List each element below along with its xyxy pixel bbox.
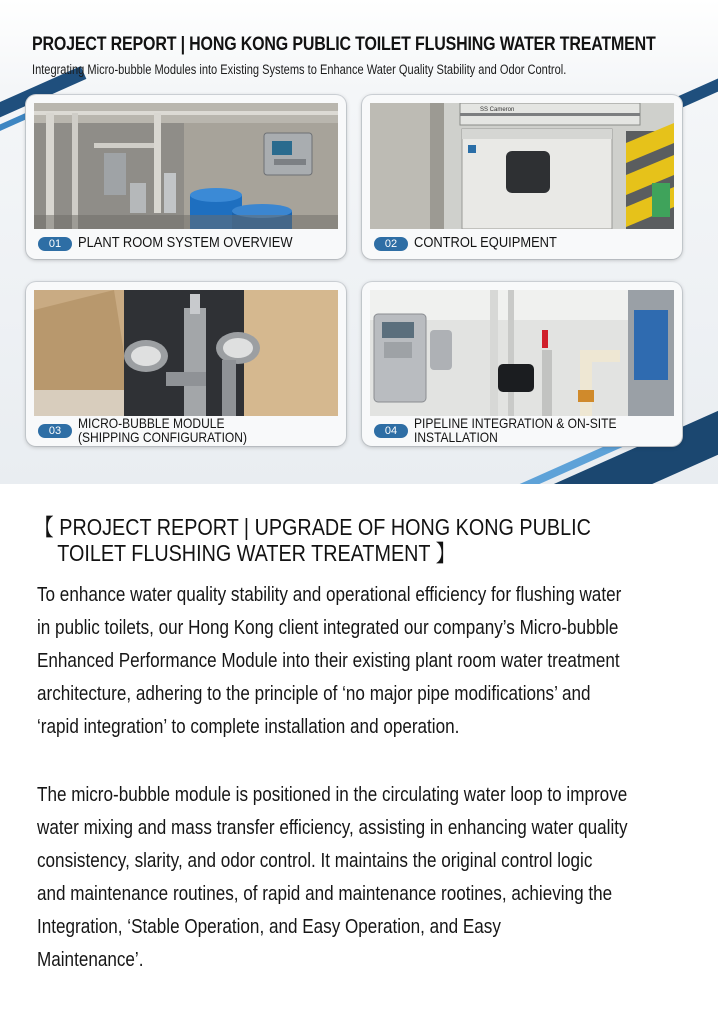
photo-card-plant-room [26, 95, 346, 259]
card-number-badge: 03 [38, 424, 72, 438]
card-number-badge: 01 [38, 237, 72, 251]
section-heading [34, 514, 602, 566]
photo-card-control-equipment [362, 95, 682, 259]
pipeline-integration-photo [370, 290, 674, 416]
card-caption [34, 231, 338, 255]
caption-line: INSTALLATION [414, 429, 498, 445]
photo-card-micro-bubble-module [26, 282, 346, 446]
plant-room-photo [34, 103, 338, 229]
photo-card-pipeline-integration [362, 282, 682, 446]
caption-line: PIPELINE INTEGRATION & ON-SITE [414, 415, 617, 431]
caption-line: MICRO-BUBBLE MODULE [78, 415, 225, 431]
card-caption-text [414, 416, 616, 444]
micro-bubble-module-photo [34, 290, 338, 416]
card-number-badge: 02 [374, 237, 408, 251]
caption-line: (SHIPPING CONFIGURATION) [78, 429, 248, 445]
card-caption [370, 231, 674, 255]
section-heading-line: 【 PROJECT REPORT | UPGRADE OF HONG KONG PUBLIC [34, 514, 591, 540]
card-caption-text: PLANT ROOM SYSTEM OVERVIEW [78, 234, 293, 251]
card-caption [370, 415, 674, 445]
body-paragraph: To enhance water quality stability and operational efficiency for flushing water in public toilets, our Hong Kong client integrated our company’s Micro-bubble Enhanced Performance Module into their existing plant room water treatment architecture, adhering to the principle of ‘no major pipe modifications’ and ‘rapid integration’ to complete installation and operation. [37, 584, 622, 738]
page-title: PROJECT REPORT | HONG KONG PUBLIC TOILET FLUSHING WATER TREATMENT [32, 33, 656, 55]
section-heading-line: TOILET FLUSHING WATER TREATMENT 】 [57, 540, 456, 566]
card-caption-text [78, 416, 247, 444]
header-band [0, 0, 718, 484]
page-subtitle: Integrating Micro-bubble Modules into Existing Systems to Enhance Water Quality Stability and Odor Control. [32, 62, 567, 77]
card-number-badge: 04 [374, 424, 408, 438]
card-caption [34, 415, 338, 445]
device-label: SS Cameron [480, 107, 515, 113]
card-caption-text: CONTROL EQUIPMENT [414, 234, 557, 251]
control-equipment-photo [370, 103, 674, 229]
body-paragraph: The micro-bubble module is positioned in the circulating water loop to improve water mixing and mass transfer efficiency, assisting in enhancing water quality consistency, slarity, and odor control. It maintains the original control logic and maintenance routines, of rapid and maintenance rootines, achieving the Integration, ‘Stable Operation, and Easy Operation, and Easy Maintenance’. [37, 784, 628, 971]
